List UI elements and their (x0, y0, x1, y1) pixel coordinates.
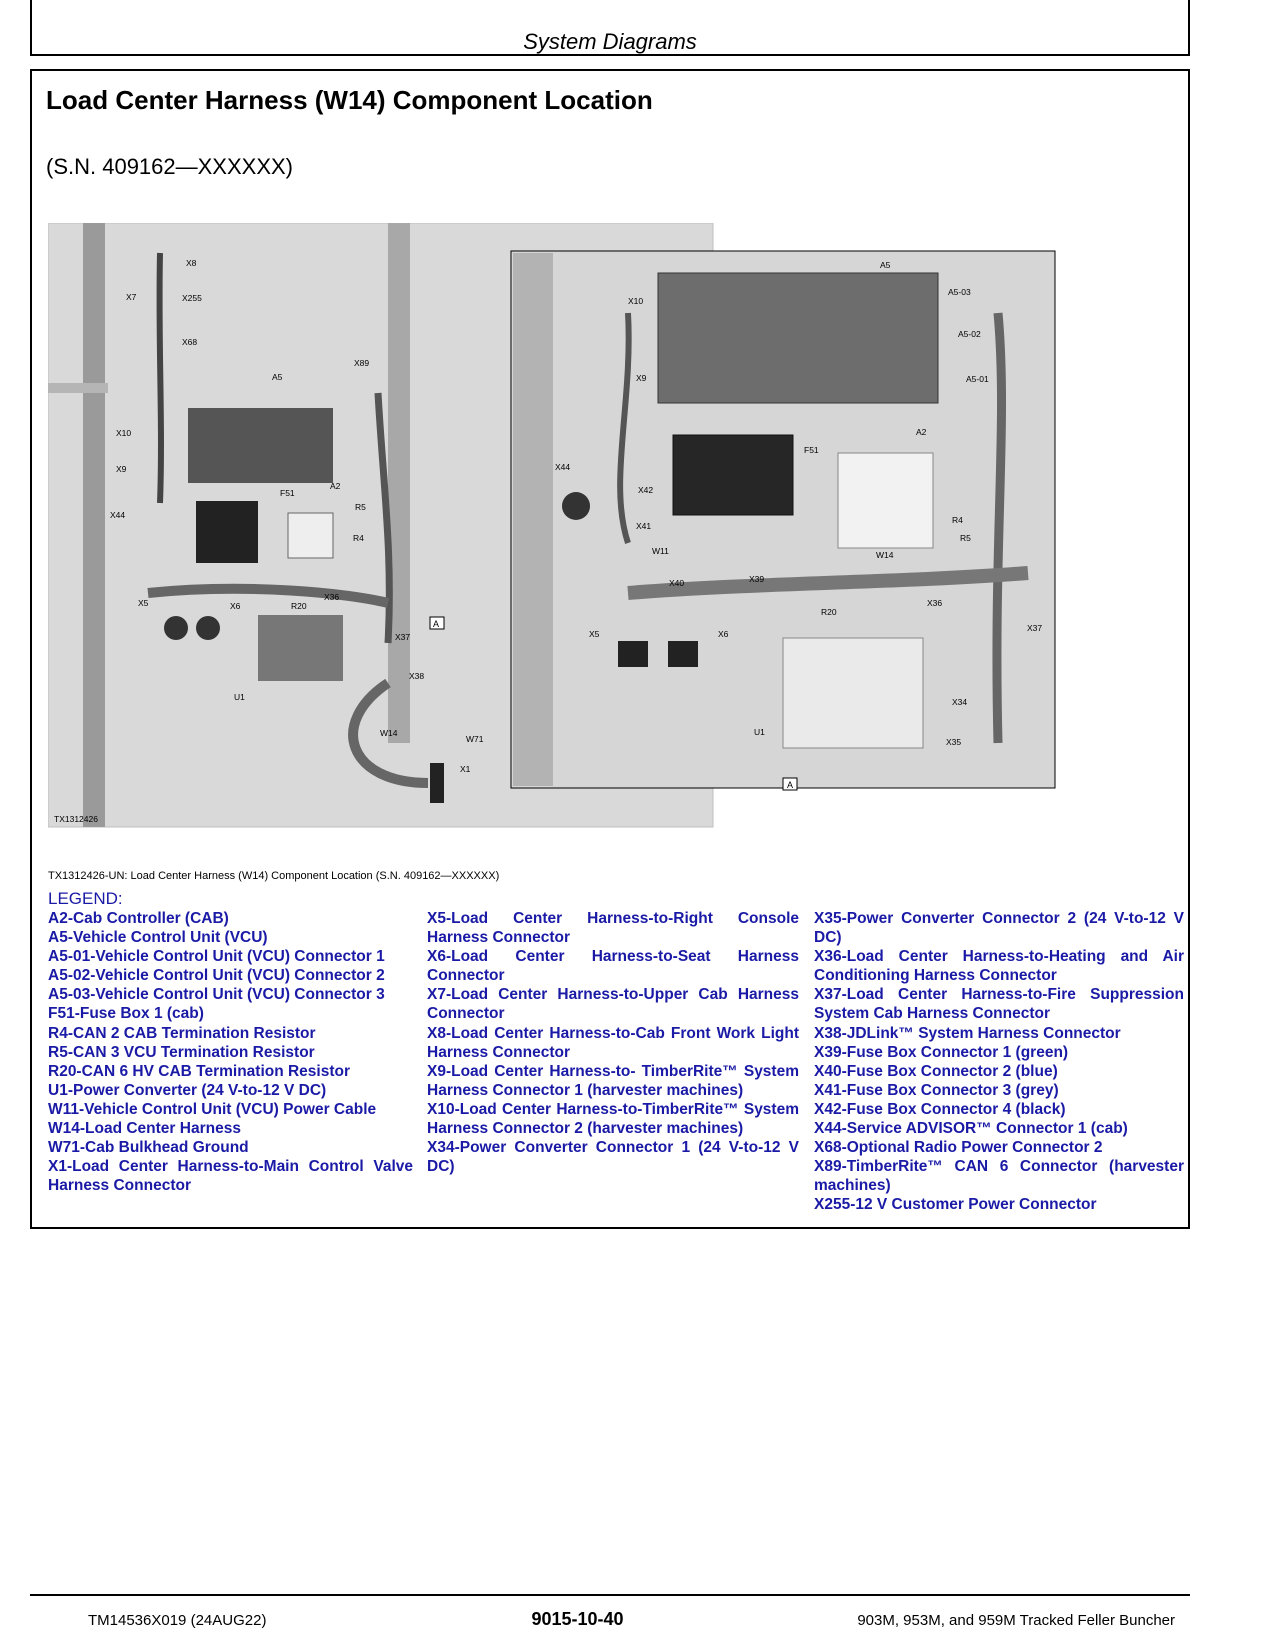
callout-label: A5 (272, 372, 283, 382)
legend-item: A5-03-Vehicle Control Unit (VCU) Connector 3 (48, 986, 385, 1004)
callout-label: X42 (638, 485, 654, 495)
view-marker-label: A (787, 780, 794, 790)
cab-controller-detail (838, 453, 933, 548)
vcu-module-detail (658, 273, 938, 403)
legend-item: U1-Power Converter (24 V-to-12 V DC) (48, 1081, 327, 1099)
legend-item: R20-CAN 6 HV CAB Termination Resistor (48, 1062, 351, 1080)
legend-item: W11-Vehicle Control Unit (VCU) Power Cable (48, 1100, 377, 1118)
callout-label: X8 (186, 258, 197, 268)
legend-title: LEGEND: (48, 889, 123, 908)
legend-item: A5-01-Vehicle Control Unit (VCU) Connector 1 (48, 948, 385, 966)
callout-label: F51 (804, 445, 819, 455)
cab-controller (288, 513, 333, 558)
figure-id: TX1312426 (54, 814, 98, 824)
footer-divider (30, 1594, 1190, 1596)
callout-label: A5-02 (958, 329, 981, 339)
footer-page-number: 9015-10-40 (531, 1609, 624, 1629)
callout-label: X10 (116, 428, 132, 438)
legend-item: X37-Load Center Harness-to-Fire Suppression System Cab Harness Connector (814, 986, 1184, 1023)
callout-label: X1 (460, 764, 471, 774)
callout-label: W14 (380, 728, 398, 738)
callout-label: X68 (182, 337, 198, 347)
serial-number-range: (S.N. 409162—XXXXXX) (46, 154, 294, 179)
legend-item: X34-Power Converter Connector 1 (24 V-to-12 V DC) (427, 1139, 799, 1176)
callout-label: X38 (409, 671, 425, 681)
callout-label: X255 (182, 293, 202, 303)
legend-item: W14-Load Center Harness (48, 1120, 241, 1138)
callout-label: R20 (821, 607, 837, 617)
legend-item: X44-Service ADVISOR™ Connector 1 (cab) (814, 1120, 1128, 1138)
svg-text:A: A (433, 619, 440, 629)
legend-item: A5-02-Vehicle Control Unit (VCU) Connector 2 (48, 967, 385, 985)
callout-label: X9 (636, 373, 647, 383)
callout-label: X37 (1027, 623, 1043, 633)
power-converter (258, 615, 343, 681)
callout-label: X7 (126, 292, 137, 302)
fuse-box (196, 501, 258, 563)
footer-manual-id: TM14536X019 (24AUG22) (88, 1612, 267, 1629)
callout-label: X10 (628, 296, 644, 306)
callout-label: X36 (927, 598, 943, 608)
callout-label: F51 (280, 488, 295, 498)
callout-label: X44 (555, 462, 571, 472)
callout-label: A5-03 (948, 287, 971, 297)
callout-label: X36 (324, 592, 340, 602)
callout-label: R20 (291, 601, 307, 611)
legend-item: X255-12 V Customer Power Connector (814, 1196, 1097, 1214)
callout-label: X5 (138, 598, 149, 608)
legend-item: X89-TimberRite™ CAN 6 Connector (harvester machines) (814, 1158, 1184, 1195)
callout-label: X6 (230, 601, 241, 611)
page-header (30, 0, 1190, 56)
callout-label: W14 (876, 550, 894, 560)
legend-item: X6-Load Center Harness-to-Seat Harness Connector (427, 948, 799, 985)
legend-item: X1-Load Center Harness-to-Main Control Valve Harness Connector (48, 1158, 413, 1195)
callout-label: X34 (952, 697, 968, 707)
legend-item: R4-CAN 2 CAB Termination Resistor (48, 1024, 316, 1042)
callout-label: R4 (353, 533, 364, 543)
figure-caption: TX1312426-UN: Load Center Harness (W14) Component Location (S.N. 409162—XXXXXX) (48, 870, 500, 882)
legend-item: X38-JDLink™ System Harness Connector (814, 1024, 1121, 1042)
callout-label: X89 (354, 358, 370, 368)
legend-column-1 (48, 909, 413, 1195)
callout-label: A5-01 (966, 374, 989, 384)
legend-column-3 (814, 909, 1184, 1215)
callout-label: A2 (916, 427, 927, 437)
legend-item: A2-Cab Controller (CAB) (48, 910, 229, 927)
component-location-figure (48, 223, 1137, 863)
section-title: System Diagrams (523, 29, 697, 54)
legend-item: A5-Vehicle Control Unit (VCU) (48, 929, 268, 947)
callout-label: W11 (652, 546, 669, 556)
legend-item: X68-Optional Radio Power Connector 2 (814, 1139, 1103, 1157)
callout-label: X35 (946, 737, 962, 747)
callout-label: U1 (234, 692, 245, 702)
legend-item: X36-Load Center Harness-to-Heating and Air Conditioning Harness Connector (814, 948, 1184, 985)
legend-item: R5-CAN 3 VCU Termination Resistor (48, 1043, 315, 1061)
callout-label: W71 (466, 734, 484, 744)
callout-label: R4 (952, 515, 963, 525)
callout-label: R5 (960, 533, 971, 543)
legend-item: X8-Load Center Harness-to-Cab Front Work Light Harness Connector (427, 1024, 799, 1061)
callout-label: A5 (880, 260, 891, 270)
callout-label: X37 (395, 632, 411, 642)
fuse-box-detail (673, 435, 793, 515)
legend-column-2 (427, 909, 799, 1176)
legend-item: X10-Load Center Harness-to-TimberRite™ System Harness Connector 2 (harvester machines) (427, 1100, 799, 1138)
legend-item: F51-Fuse Box 1 (cab) (48, 1005, 204, 1023)
legend-item: X5-Load Center Harness-to-Right Console Harness Connector (427, 910, 799, 947)
callout-label: X9 (116, 464, 127, 474)
callout-label: X6 (718, 629, 729, 639)
callout-label: X41 (636, 521, 652, 531)
legend-item: X40-Fuse Box Connector 2 (blue) (814, 1062, 1058, 1080)
callout-label: X44 (110, 510, 126, 520)
callout-label: X39 (749, 574, 765, 584)
legend-item: X41-Fuse Box Connector 3 (grey) (814, 1081, 1059, 1099)
power-converter-detail (783, 638, 923, 748)
view-a-arrow (430, 617, 444, 629)
callout-label: R5 (355, 502, 366, 512)
callout-label: X40 (669, 578, 685, 588)
content-frame (30, 69, 1190, 1229)
callout-label: U1 (754, 727, 765, 737)
page-title: Load Center Harness (W14) Component Location (46, 85, 653, 115)
legend-item: X35-Power Converter Connector 2 (24 V-to-12 V DC) (814, 910, 1184, 947)
legend-item: X9-Load Center Harness-to- TimberRite™ System Harness Connector 1 (harvester machines) (427, 1062, 799, 1099)
legend-item: X39-Fuse Box Connector 1 (green) (814, 1043, 1069, 1061)
legend-item: W71-Cab Bulkhead Ground (48, 1139, 249, 1157)
callout-label: A2 (330, 481, 341, 491)
vcu-module (188, 408, 333, 483)
footer-machine-name: 903M, 953M, and 959M Tracked Feller Buncher (857, 1612, 1175, 1629)
legend-item: X7-Load Center Harness-to-Upper Cab Harness Connector (427, 986, 799, 1023)
legend-item: X42-Fuse Box Connector 4 (black) (814, 1100, 1066, 1118)
callout-label: X5 (589, 629, 600, 639)
